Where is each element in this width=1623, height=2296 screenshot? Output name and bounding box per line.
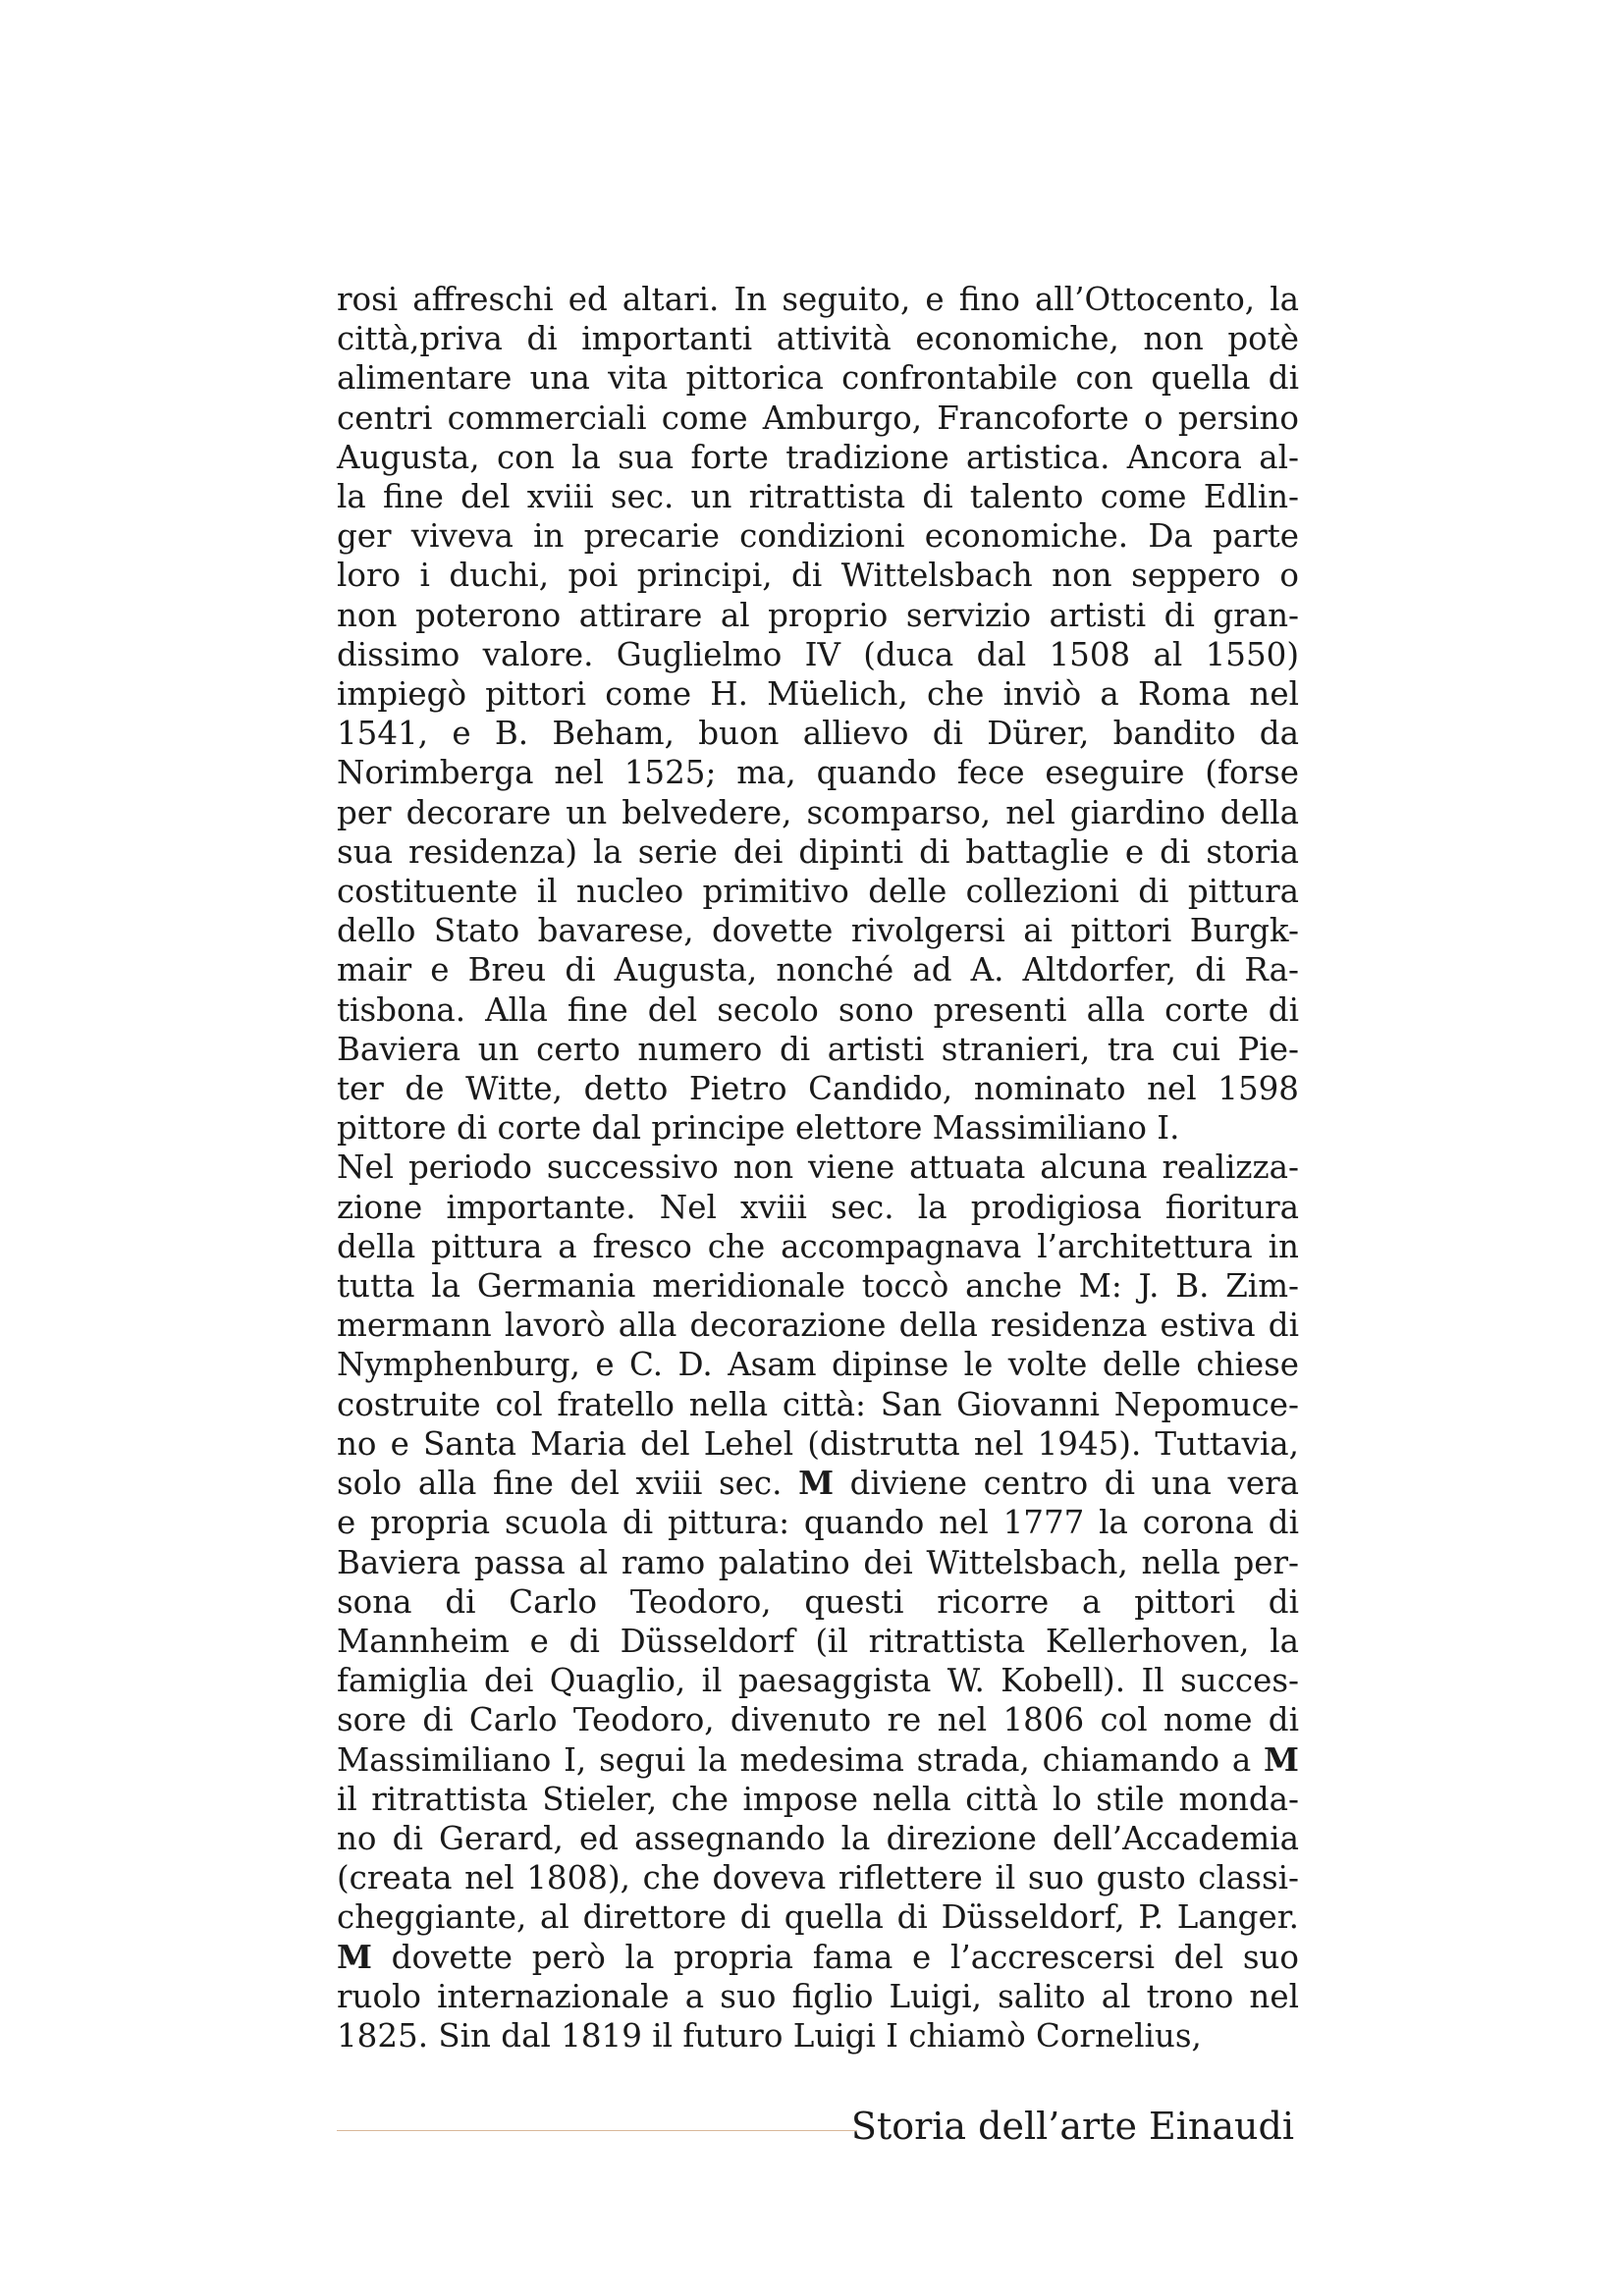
text-line: tisbona. Alla fine del secolo sono presenti alla corte di — [337, 990, 1299, 1029]
footer-title: Storia dell’arte Einaudi — [850, 2105, 1294, 2148]
bold-m: M — [337, 1937, 372, 1976]
text-line: costruite col fratello nella città: San Giovanni Nepomuce- — [337, 1385, 1299, 1423]
text-line: no e Santa Maria del Lehel (distrutta nel 1945). Tuttavia, — [337, 1424, 1299, 1463]
text-line: sona di Carlo Teodoro, questi ricorre a pittori di — [337, 1582, 1299, 1621]
text-line: M dovette però la propria fama e l’accrescersi del suo — [337, 1937, 1299, 1976]
text-line: Nel periodo successivo non viene attuata alcuna realizza- — [337, 1148, 1299, 1187]
text-line: ter de Witte, detto Pietro Candido, nominato nel 1598 — [337, 1070, 1299, 1108]
text-line: non poterono attirare al proprio servizio artisti di gran- — [337, 596, 1299, 634]
text-line: 1541, e B. Beham, buon allievo di Dürer, bandito da — [337, 715, 1299, 753]
text-line: Mannheim e di Düsseldorf (il ritrattista Kellerhoven, la — [337, 1622, 1299, 1660]
text-line: e propria scuola di pittura: quando nel 1777 la corona di — [337, 1504, 1299, 1542]
text-line: il ritrattista Stieler, che impose nella città lo stile monda- — [337, 1780, 1299, 1818]
text-line: città,priva di importanti attività economiche, non potè — [337, 320, 1299, 358]
text-line: Massimiliano I, segui la medesima strada, chiamando a M — [337, 1739, 1299, 1779]
text-line: 1825. Sin dal 1819 il futuro Luigi I chiamò Cornelius, — [337, 2016, 1202, 2055]
text-line: tutta la Germania meridionale toccò anche M: J. B. Zim- — [337, 1267, 1299, 1306]
bold-m: M — [798, 1464, 835, 1503]
text-line: Norimberga nel 1525; ma, quando fece eseguire (forse — [337, 754, 1299, 792]
footer-rule — [337, 2130, 857, 2131]
text-line: impiegò pittori come H. Müelich, che inviò a Roma nel — [337, 675, 1299, 714]
text-line: della pittura a fresco che accompagnava l’architettura in — [337, 1227, 1299, 1265]
text-line: dello Stato bavarese, dovette rivolgersi ai pittori Burgk- — [337, 912, 1299, 950]
text-line: Baviera passa al ramo palatino dei Wittelsbach, nella per- — [337, 1543, 1299, 1581]
text-line: solo alla fine del xviii sec. M diviene centro di una vera — [337, 1464, 1299, 1503]
text-line: la fine del xviii sec. un ritrattista di talento come Edlin- — [337, 478, 1299, 516]
text-line: costituente il nucleo primitivo delle collezioni di pittura — [337, 873, 1299, 911]
text-line: cheggiante, al direttore di quella di Düsseldorf, P. Langer. — [337, 1898, 1299, 1937]
text-line: mermann lavorò alla decorazione della residenza estiva di — [337, 1307, 1299, 1345]
text-line: no di Gerard, ed assegnando la direzione dell’Accademia — [337, 1819, 1299, 1857]
text-line: centri commerciali come Amburgo, Francoforte o persino — [337, 399, 1299, 437]
text-line: loro i duchi, poi principi, di Wittelsbach non seppero o — [337, 557, 1299, 595]
text-line: Nymphenburg, e C. D. Asam dipinse le volte delle chiese — [337, 1346, 1299, 1384]
text-line: pittore di corte dal principe elettore Massimiliano I. — [337, 1109, 1180, 1148]
text-line: ruolo internazionale a suo figlio Luigi, salito al trono nel — [337, 1977, 1299, 2015]
bold-m: M — [1264, 1739, 1299, 1779]
text-line: dissimo valore. Guglielmo IV (duca dal 1508 al 1550) — [337, 635, 1299, 673]
text-line: sua residenza) la serie dei dipinti di battaglie e di storia — [337, 832, 1299, 871]
text-line: mair e Breu di Augusta, nonché ad A. Altdorfer, di Ra- — [337, 951, 1299, 989]
text-line: per decorare un belvedere, scomparso, nel giardino della — [337, 793, 1299, 831]
text-line: famiglia dei Quaglio, il paesaggista W. Kobell). Il succes- — [337, 1662, 1299, 1700]
text-line: ger viveva in precarie condizioni economiche. Da parte — [337, 517, 1299, 556]
text-line: alimentare una vita pittorica confrontabile con quella di — [337, 359, 1299, 398]
text-line: Baviera un certo numero di artisti stranieri, tra cui Pie- — [337, 1030, 1299, 1068]
text-line: sore di Carlo Teodoro, divenuto re nel 1806 col nome di — [337, 1701, 1299, 1739]
body-text — [337, 280, 1299, 2056]
text-line: Augusta, con la sua forte tradizione artistica. Ancora al- — [337, 438, 1299, 476]
text-line: rosi affreschi ed altari. In seguito, e fino all’Ottocento, la — [337, 281, 1299, 318]
text-line: (creata nel 1808), che doveva riflettere il suo gusto classi- — [337, 1859, 1299, 1897]
text-line: zione importante. Nel xviii sec. la prodigiosa fioritura — [337, 1188, 1299, 1226]
